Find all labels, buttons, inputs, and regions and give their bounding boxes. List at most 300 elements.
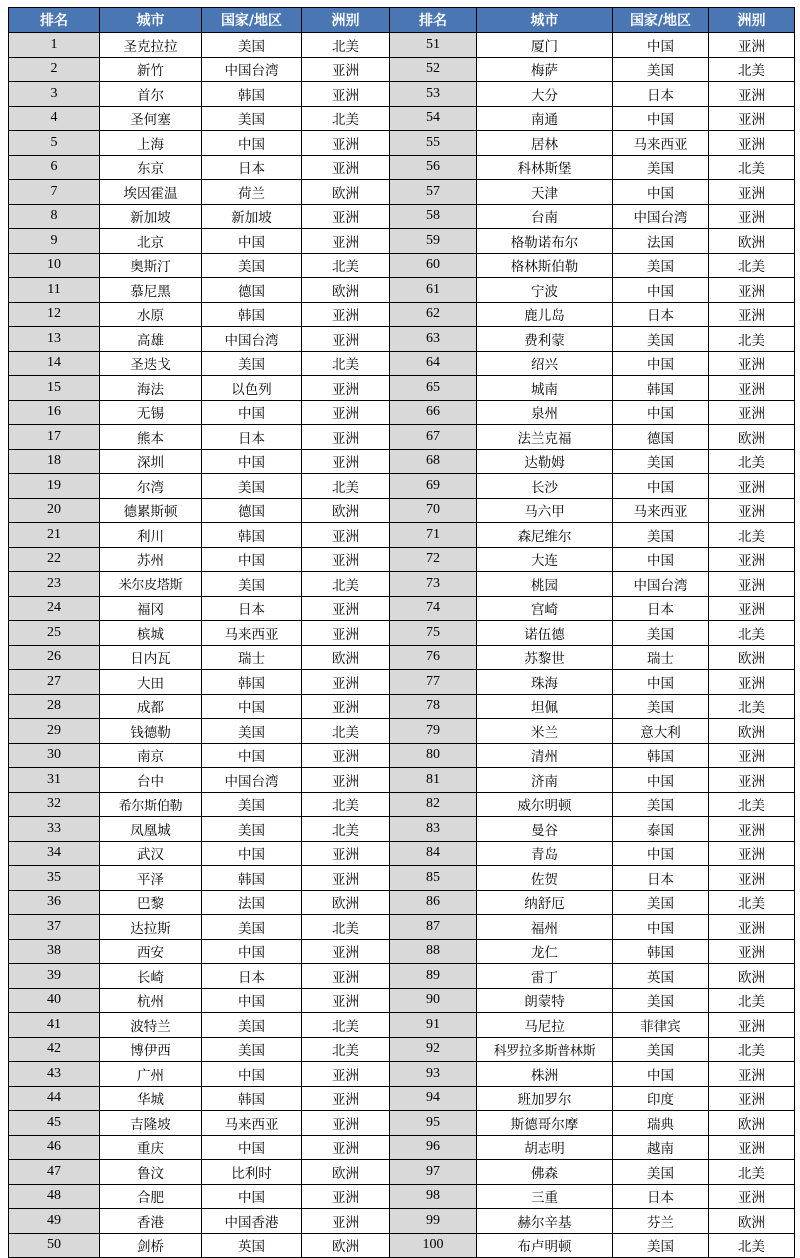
cell-continent-left: 北美 (302, 33, 390, 58)
cell-rank-right: 63 (390, 327, 477, 352)
cell-city-left: 上海 (100, 131, 202, 156)
cell-country-right: 美国 (613, 57, 709, 82)
cell-continent-right: 北美 (709, 890, 795, 915)
cell-city-right: 厦门 (477, 33, 613, 58)
cell-rank-left: 23 (9, 572, 100, 597)
cell-country-left: 日本 (202, 425, 302, 450)
cell-country-right: 美国 (613, 988, 709, 1013)
table-row (9, 376, 795, 401)
cell-city-right: 斯德哥尔摩 (477, 1111, 613, 1136)
cell-rank-left: 31 (9, 768, 100, 793)
cell-rank-right: 77 (390, 670, 477, 695)
cell-country-left: 中国台湾 (202, 768, 302, 793)
cell-rank-left: 43 (9, 1062, 100, 1087)
cell-city-right: 威尔明顿 (477, 792, 613, 817)
cell-country-right: 意大利 (613, 719, 709, 744)
cell-continent-left: 欧洲 (302, 498, 390, 523)
cell-rank-right: 60 (390, 253, 477, 278)
table-header (9, 8, 795, 33)
cell-country-right: 越南 (613, 1135, 709, 1160)
cell-continent-left: 欧洲 (302, 1233, 390, 1258)
cell-country-left: 美国 (202, 915, 302, 940)
cell-rank-left: 25 (9, 621, 100, 646)
cell-continent-right: 亚洲 (709, 841, 795, 866)
cell-city-right: 诺伍德 (477, 621, 613, 646)
cell-continent-left: 北美 (302, 1037, 390, 1062)
cell-country-left: 美国 (202, 106, 302, 131)
cell-continent-right: 亚洲 (709, 474, 795, 499)
cell-country-right: 印度 (613, 1086, 709, 1111)
cell-continent-left: 亚洲 (302, 302, 390, 327)
cell-country-left: 美国 (202, 33, 302, 58)
cell-city-right: 纳舒厄 (477, 890, 613, 915)
cell-rank-left: 6 (9, 155, 100, 180)
cell-country-left: 美国 (202, 719, 302, 744)
cell-continent-left: 北美 (302, 719, 390, 744)
table-row (9, 645, 795, 670)
table-row (9, 694, 795, 719)
table-row (9, 621, 795, 646)
cell-rank-right: 76 (390, 645, 477, 670)
cell-country-right: 中国 (613, 768, 709, 793)
cell-country-right: 中国 (613, 841, 709, 866)
cell-rank-left: 21 (9, 523, 100, 548)
cell-rank-right: 72 (390, 547, 477, 572)
cell-continent-left: 亚洲 (302, 155, 390, 180)
cell-continent-right: 亚洲 (709, 670, 795, 695)
cell-city-right: 青岛 (477, 841, 613, 866)
cell-country-right: 日本 (613, 866, 709, 891)
cell-city-left: 吉隆坡 (100, 1111, 202, 1136)
cell-country-left: 韩国 (202, 670, 302, 695)
cell-continent-left: 北美 (302, 474, 390, 499)
cell-rank-right: 96 (390, 1135, 477, 1160)
cell-continent-left: 亚洲 (302, 1086, 390, 1111)
cell-continent-right: 亚洲 (709, 572, 795, 597)
cell-city-left: 埃因霍温 (100, 180, 202, 205)
cell-city-right: 科罗拉多斯普林斯 (477, 1037, 613, 1062)
table-row (9, 523, 795, 548)
cell-country-left: 日本 (202, 155, 302, 180)
cell-country-right: 美国 (613, 621, 709, 646)
cell-rank-left: 46 (9, 1135, 100, 1160)
cell-city-right: 格勒诺布尔 (477, 229, 613, 254)
cell-rank-left: 17 (9, 425, 100, 450)
cell-continent-left: 欧洲 (302, 890, 390, 915)
cell-rank-right: 69 (390, 474, 477, 499)
cell-rank-left: 39 (9, 964, 100, 989)
cell-country-left: 中国 (202, 1135, 302, 1160)
cell-rank-left: 29 (9, 719, 100, 744)
city-ranking-table (8, 7, 795, 1258)
cell-country-right: 中国 (613, 33, 709, 58)
cell-continent-left: 亚洲 (302, 596, 390, 621)
cell-country-left: 法国 (202, 890, 302, 915)
cell-country-right: 马来西亚 (613, 131, 709, 156)
cell-country-right: 中国 (613, 278, 709, 303)
cell-rank-right: 97 (390, 1160, 477, 1185)
header-city-left: 城市 (100, 8, 202, 33)
cell-continent-left: 亚洲 (302, 204, 390, 229)
cell-rank-right: 81 (390, 768, 477, 793)
cell-continent-left: 北美 (302, 106, 390, 131)
cell-country-left: 马来西亚 (202, 621, 302, 646)
cell-country-right: 中国 (613, 400, 709, 425)
cell-city-right: 泉州 (477, 400, 613, 425)
cell-continent-right: 亚洲 (709, 278, 795, 303)
cell-city-left: 日内瓦 (100, 645, 202, 670)
cell-country-left: 中国 (202, 743, 302, 768)
cell-continent-right: 亚洲 (709, 866, 795, 891)
cell-continent-right: 亚洲 (709, 82, 795, 107)
cell-city-left: 首尔 (100, 82, 202, 107)
cell-continent-right: 北美 (709, 1160, 795, 1185)
cell-country-right: 美国 (613, 1233, 709, 1258)
table-row (9, 82, 795, 107)
cell-country-right: 马来西亚 (613, 498, 709, 523)
cell-rank-right: 78 (390, 694, 477, 719)
cell-rank-right: 68 (390, 449, 477, 474)
cell-country-right: 中国台湾 (613, 572, 709, 597)
cell-continent-right: 亚洲 (709, 596, 795, 621)
cell-country-left: 中国 (202, 939, 302, 964)
cell-rank-right: 91 (390, 1013, 477, 1038)
cell-country-right: 美国 (613, 253, 709, 278)
cell-rank-right: 86 (390, 890, 477, 915)
cell-continent-left: 亚洲 (302, 1209, 390, 1234)
cell-continent-right: 亚洲 (709, 743, 795, 768)
cell-continent-left: 北美 (302, 915, 390, 940)
cell-continent-right: 亚洲 (709, 498, 795, 523)
cell-city-right: 米兰 (477, 719, 613, 744)
cell-continent-right: 亚洲 (709, 1013, 795, 1038)
table-row (9, 155, 795, 180)
table-row (9, 817, 795, 842)
cell-city-left: 博伊西 (100, 1037, 202, 1062)
cell-city-left: 圣迭戈 (100, 351, 202, 376)
cell-country-right: 英国 (613, 964, 709, 989)
table-row (9, 106, 795, 131)
cell-continent-right: 北美 (709, 327, 795, 352)
cell-rank-left: 9 (9, 229, 100, 254)
cell-continent-right: 亚洲 (709, 204, 795, 229)
cell-rank-left: 19 (9, 474, 100, 499)
cell-city-left: 凤凰城 (100, 817, 202, 842)
cell-country-right: 韩国 (613, 376, 709, 401)
cell-continent-right: 亚洲 (709, 400, 795, 425)
cell-rank-right: 57 (390, 180, 477, 205)
cell-rank-left: 44 (9, 1086, 100, 1111)
table-row (9, 449, 795, 474)
cell-city-right: 马尼拉 (477, 1013, 613, 1038)
cell-city-left: 南京 (100, 743, 202, 768)
cell-rank-left: 36 (9, 890, 100, 915)
cell-city-left: 剑桥 (100, 1233, 202, 1258)
cell-city-right: 格林斯伯勒 (477, 253, 613, 278)
cell-continent-right: 欧洲 (709, 425, 795, 450)
table-row (9, 596, 795, 621)
cell-rank-left: 4 (9, 106, 100, 131)
cell-country-left: 美国 (202, 1037, 302, 1062)
cell-rank-right: 88 (390, 939, 477, 964)
cell-continent-left: 亚洲 (302, 547, 390, 572)
table-row (9, 1184, 795, 1209)
cell-country-left: 德国 (202, 498, 302, 523)
cell-country-left: 美国 (202, 572, 302, 597)
cell-country-left: 荷兰 (202, 180, 302, 205)
cell-country-right: 瑞士 (613, 645, 709, 670)
cell-city-right: 居林 (477, 131, 613, 156)
cell-city-left: 波特兰 (100, 1013, 202, 1038)
cell-city-right: 清州 (477, 743, 613, 768)
cell-continent-left: 欧洲 (302, 278, 390, 303)
cell-city-right: 雷丁 (477, 964, 613, 989)
cell-continent-right: 北美 (709, 1037, 795, 1062)
cell-city-right: 坦佩 (477, 694, 613, 719)
cell-country-right: 瑞典 (613, 1111, 709, 1136)
cell-city-left: 水原 (100, 302, 202, 327)
cell-city-left: 东京 (100, 155, 202, 180)
cell-country-right: 泰国 (613, 817, 709, 842)
cell-city-left: 奥斯汀 (100, 253, 202, 278)
cell-country-left: 中国 (202, 988, 302, 1013)
header-country-left: 国家/地区 (202, 8, 302, 33)
cell-rank-right: 80 (390, 743, 477, 768)
cell-rank-right: 66 (390, 400, 477, 425)
cell-city-left: 深圳 (100, 449, 202, 474)
cell-rank-left: 35 (9, 866, 100, 891)
cell-country-right: 中国 (613, 547, 709, 572)
cell-continent-left: 亚洲 (302, 1184, 390, 1209)
cell-rank-right: 98 (390, 1184, 477, 1209)
cell-rank-left: 38 (9, 939, 100, 964)
cell-rank-right: 99 (390, 1209, 477, 1234)
cell-continent-left: 亚洲 (302, 841, 390, 866)
cell-city-left: 希尔斯伯勒 (100, 792, 202, 817)
table-row (9, 1111, 795, 1136)
cell-rank-left: 7 (9, 180, 100, 205)
cell-continent-right: 亚洲 (709, 1086, 795, 1111)
table-row (9, 1135, 795, 1160)
cell-rank-right: 64 (390, 351, 477, 376)
cell-rank-left: 50 (9, 1233, 100, 1258)
cell-rank-right: 90 (390, 988, 477, 1013)
cell-rank-right: 79 (390, 719, 477, 744)
cell-country-right: 日本 (613, 302, 709, 327)
cell-country-right: 美国 (613, 890, 709, 915)
cell-city-right: 济南 (477, 768, 613, 793)
cell-country-right: 中国 (613, 1062, 709, 1087)
cell-city-right: 佐贺 (477, 866, 613, 891)
cell-city-right: 株洲 (477, 1062, 613, 1087)
cell-city-right: 佛森 (477, 1160, 613, 1185)
table-row (9, 988, 795, 1013)
cell-rank-left: 40 (9, 988, 100, 1013)
cell-continent-right: 欧洲 (709, 645, 795, 670)
table-row (9, 474, 795, 499)
cell-city-right: 班加罗尔 (477, 1086, 613, 1111)
cell-rank-left: 12 (9, 302, 100, 327)
cell-continent-left: 亚洲 (302, 866, 390, 891)
cell-country-right: 美国 (613, 694, 709, 719)
cell-continent-left: 北美 (302, 572, 390, 597)
cell-city-left: 长崎 (100, 964, 202, 989)
cell-country-left: 中国 (202, 1062, 302, 1087)
cell-rank-left: 22 (9, 547, 100, 572)
cell-country-right: 中国台湾 (613, 204, 709, 229)
table-row (9, 915, 795, 940)
cell-rank-left: 2 (9, 57, 100, 82)
cell-country-left: 中国 (202, 400, 302, 425)
cell-continent-right: 欧洲 (709, 719, 795, 744)
table-row (9, 939, 795, 964)
cell-city-right: 三重 (477, 1184, 613, 1209)
cell-city-left: 慕尼黑 (100, 278, 202, 303)
cell-city-right: 宫崎 (477, 596, 613, 621)
cell-continent-left: 亚洲 (302, 694, 390, 719)
cell-rank-left: 16 (9, 400, 100, 425)
cell-country-left: 日本 (202, 964, 302, 989)
cell-continent-right: 北美 (709, 57, 795, 82)
cell-continent-left: 亚洲 (302, 523, 390, 548)
cell-city-right: 大连 (477, 547, 613, 572)
cell-continent-left: 欧洲 (302, 180, 390, 205)
cell-country-left: 美国 (202, 474, 302, 499)
cell-continent-right: 北美 (709, 988, 795, 1013)
cell-country-left: 中国 (202, 547, 302, 572)
cell-continent-left: 亚洲 (302, 57, 390, 82)
cell-continent-left: 亚洲 (302, 229, 390, 254)
cell-city-left: 巴黎 (100, 890, 202, 915)
cell-continent-left: 亚洲 (302, 449, 390, 474)
cell-city-left: 广州 (100, 1062, 202, 1087)
cell-city-left: 圣克拉拉 (100, 33, 202, 58)
cell-rank-right: 95 (390, 1111, 477, 1136)
cell-rank-left: 5 (9, 131, 100, 156)
cell-rank-right: 61 (390, 278, 477, 303)
cell-rank-left: 18 (9, 449, 100, 474)
cell-country-right: 韩国 (613, 743, 709, 768)
cell-country-left: 美国 (202, 253, 302, 278)
cell-city-right: 法兰克福 (477, 425, 613, 450)
cell-continent-left: 北美 (302, 817, 390, 842)
cell-country-left: 马来西亚 (202, 1111, 302, 1136)
cell-city-right: 梅萨 (477, 57, 613, 82)
cell-city-left: 槟城 (100, 621, 202, 646)
cell-continent-left: 亚洲 (302, 400, 390, 425)
cell-city-left: 新加坡 (100, 204, 202, 229)
cell-city-left: 米尔皮塔斯 (100, 572, 202, 597)
cell-country-left: 韩国 (202, 523, 302, 548)
cell-rank-left: 30 (9, 743, 100, 768)
cell-country-left: 中国 (202, 841, 302, 866)
table-row (9, 890, 795, 915)
cell-city-right: 马六甲 (477, 498, 613, 523)
cell-rank-right: 100 (390, 1233, 477, 1258)
cell-rank-right: 62 (390, 302, 477, 327)
cell-continent-right: 亚洲 (709, 131, 795, 156)
cell-continent-left: 亚洲 (302, 1111, 390, 1136)
table-row (9, 866, 795, 891)
cell-country-left: 英国 (202, 1233, 302, 1258)
table-row (9, 425, 795, 450)
cell-rank-right: 84 (390, 841, 477, 866)
cell-continent-left: 亚洲 (302, 425, 390, 450)
cell-city-right: 苏黎世 (477, 645, 613, 670)
cell-country-left: 中国台湾 (202, 57, 302, 82)
cell-rank-left: 10 (9, 253, 100, 278)
cell-rank-left: 27 (9, 670, 100, 695)
cell-rank-left: 32 (9, 792, 100, 817)
header-city-right: 城市 (477, 8, 613, 33)
cell-country-right: 美国 (613, 327, 709, 352)
cell-continent-right: 北美 (709, 1233, 795, 1258)
cell-continent-left: 北美 (302, 1013, 390, 1038)
cell-city-left: 新竹 (100, 57, 202, 82)
cell-rank-left: 47 (9, 1160, 100, 1185)
table-row (9, 229, 795, 254)
cell-country-left: 美国 (202, 1013, 302, 1038)
cell-city-left: 福冈 (100, 596, 202, 621)
cell-continent-right: 欧洲 (709, 1209, 795, 1234)
header-rank-left: 排名 (9, 8, 100, 33)
cell-city-left: 大田 (100, 670, 202, 695)
cell-city-right: 珠海 (477, 670, 613, 695)
cell-country-left: 中国台湾 (202, 327, 302, 352)
cell-continent-left: 亚洲 (302, 768, 390, 793)
cell-rank-right: 59 (390, 229, 477, 254)
table-row (9, 33, 795, 58)
cell-continent-right: 亚洲 (709, 1062, 795, 1087)
cell-country-left: 德国 (202, 278, 302, 303)
cell-country-left: 日本 (202, 596, 302, 621)
cell-rank-left: 33 (9, 817, 100, 842)
cell-continent-right: 欧洲 (709, 964, 795, 989)
cell-rank-left: 14 (9, 351, 100, 376)
cell-continent-right: 亚洲 (709, 302, 795, 327)
cell-continent-left: 北美 (302, 253, 390, 278)
cell-rank-right: 55 (390, 131, 477, 156)
cell-rank-left: 11 (9, 278, 100, 303)
cell-rank-left: 24 (9, 596, 100, 621)
cell-rank-right: 71 (390, 523, 477, 548)
cell-country-right: 美国 (613, 1160, 709, 1185)
cell-country-left: 瑞士 (202, 645, 302, 670)
cell-rank-right: 75 (390, 621, 477, 646)
cell-country-left: 韩国 (202, 866, 302, 891)
cell-continent-right: 亚洲 (709, 106, 795, 131)
cell-rank-right: 67 (390, 425, 477, 450)
cell-city-left: 尔湾 (100, 474, 202, 499)
cell-city-left: 华城 (100, 1086, 202, 1111)
cell-continent-left: 北美 (302, 792, 390, 817)
cell-rank-left: 13 (9, 327, 100, 352)
cell-country-left: 中国 (202, 229, 302, 254)
cell-continent-right: 北美 (709, 155, 795, 180)
table-row (9, 1013, 795, 1038)
cell-country-right: 中国 (613, 474, 709, 499)
table-row (9, 180, 795, 205)
cell-rank-left: 48 (9, 1184, 100, 1209)
cell-rank-left: 45 (9, 1111, 100, 1136)
cell-rank-right: 93 (390, 1062, 477, 1087)
cell-rank-right: 52 (390, 57, 477, 82)
cell-continent-right: 北美 (709, 253, 795, 278)
cell-country-right: 中国 (613, 351, 709, 376)
table-row (9, 1037, 795, 1062)
cell-city-right: 朗蒙特 (477, 988, 613, 1013)
cell-rank-left: 28 (9, 694, 100, 719)
